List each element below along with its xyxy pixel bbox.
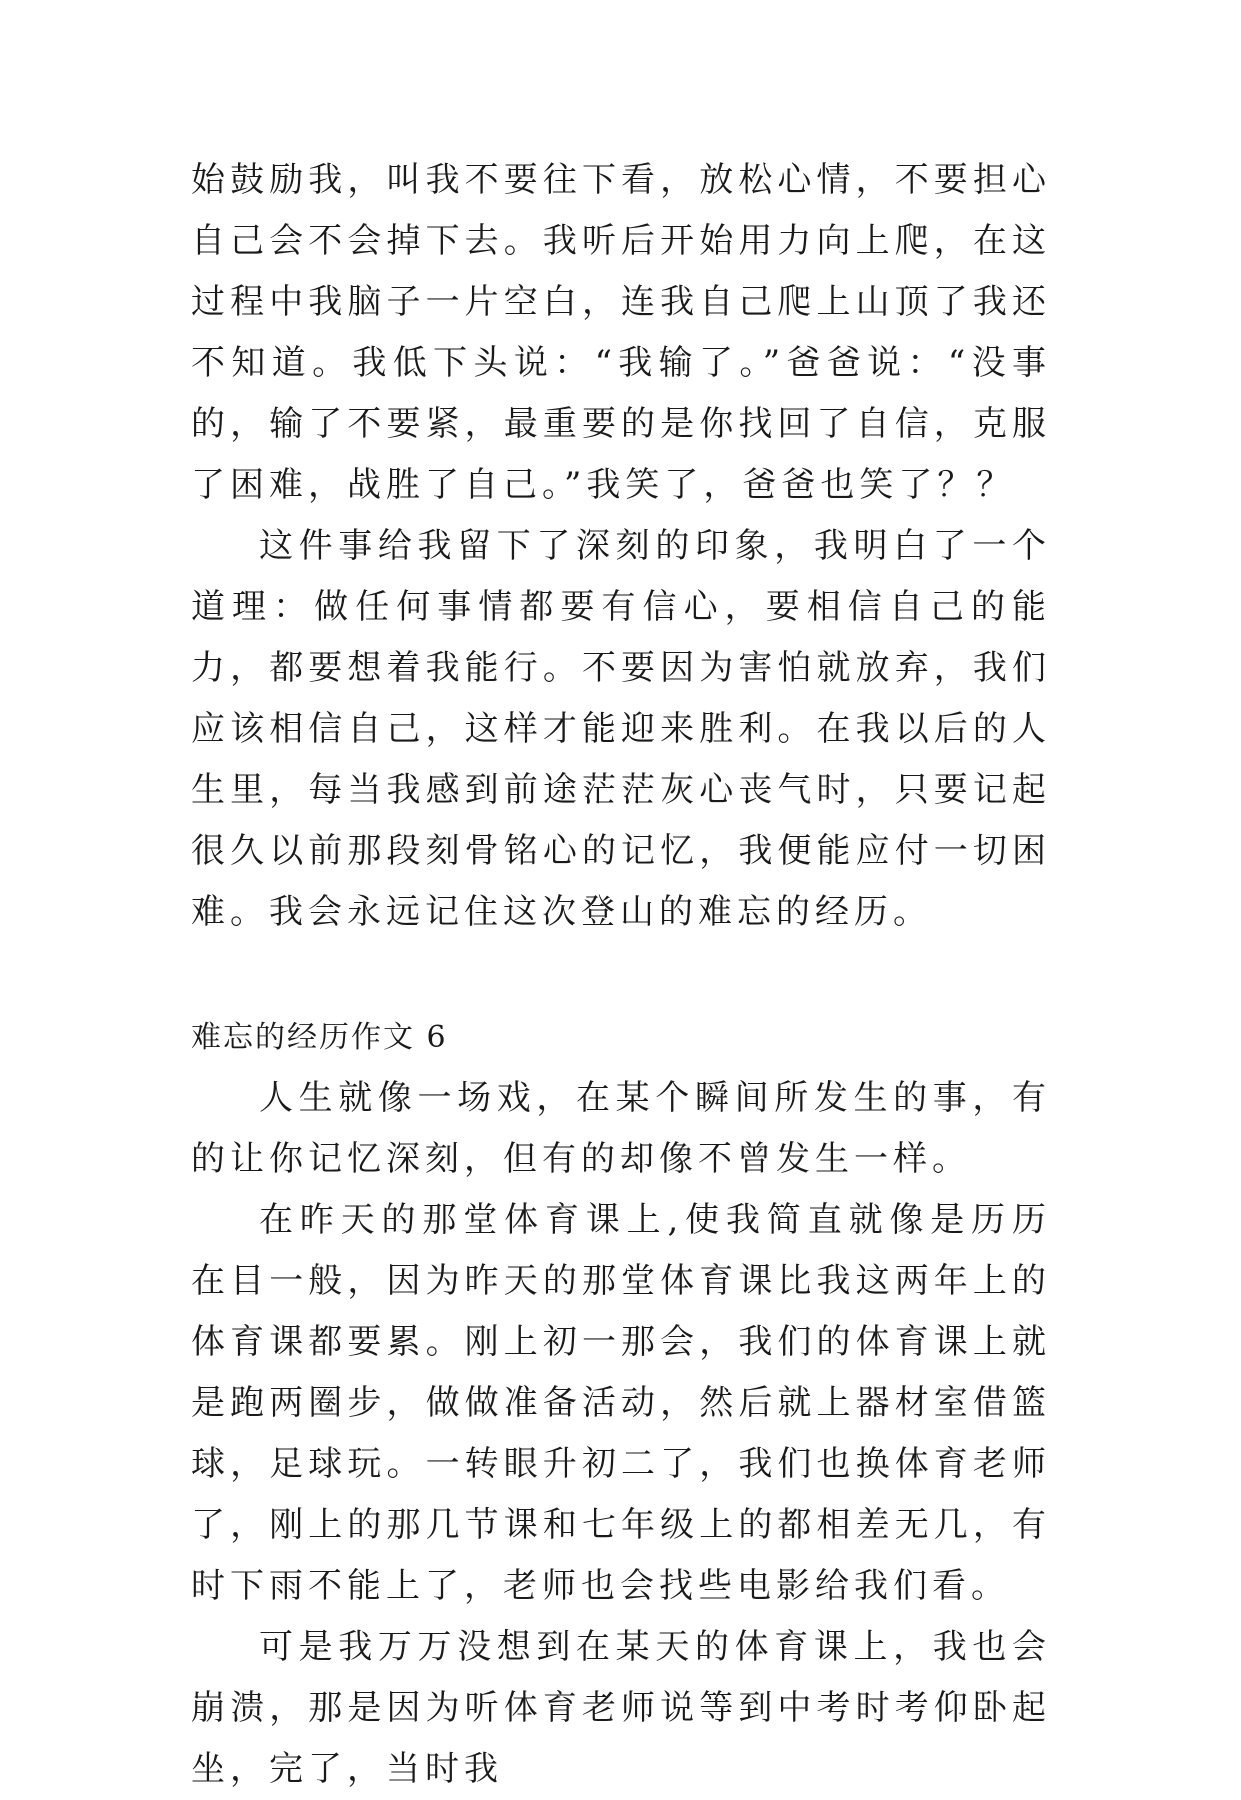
document-page — [191, 150, 1051, 1800]
paragraph-collapse: 可是我万万没想到在某天的体育课上，我也会崩溃，那是因为听体育老师说等到中考时考仰卧起坐，完了，当时我 — [191, 1627, 1051, 1789]
paragraph-intro: 人生就像一场戏，在某个瞬间所发生的事，有的让你记忆深刻，但有的却像不曾发生一样。 — [191, 1078, 1051, 1179]
paragraph-lesson: 这件事给我留下了深刻的印象，我明白了一个道理：做任何事情都要有信心，要相信自己的能力，都要想着我能行。不要因为害怕就放弃，我们应该相信自己，这样才能迎来胜利。在我以后的人生里，每当我感到前途茫茫灰心丧气时，只要记起很久以前那段刻骨铭心的记忆，我便能应付一切困难。我会永远记住这次登山的难忘的经历。 — [191, 526, 1051, 932]
paragraph-continuation: 始鼓励我，叫我不要往下看，放松心情，不要担心自己会不会掉下去。我听后开始用力向上爬，在这过程中我脑子一片空白，连我自己爬上山顶了我还不知道。我低下头说：“我输了。”爸爸说：“没事的，输了不要紧，最重要的是你找回了自信，克服了困难，战胜了自己。”我笑了，爸爸也笑了？？ — [191, 160, 1051, 505]
section-title: 难忘的经历作文 6 — [191, 1020, 448, 1055]
paragraph-pe-class: 在昨天的那堂体育课上,使我简直就像是历历在目一般，因为昨天的那堂体育课比我这两年上的体育课都要累。刚上初一那会，我们的体育课上就是跑两圈步，做做准备活动，然后就上器材室借篮球，足球玩。一转眼升初二了，我们也换体育老师了，刚上的那几节课和七年级上的都相差无几，有时下雨不能上了，老师也会找些电影给我们看。 — [191, 1200, 1051, 1606]
